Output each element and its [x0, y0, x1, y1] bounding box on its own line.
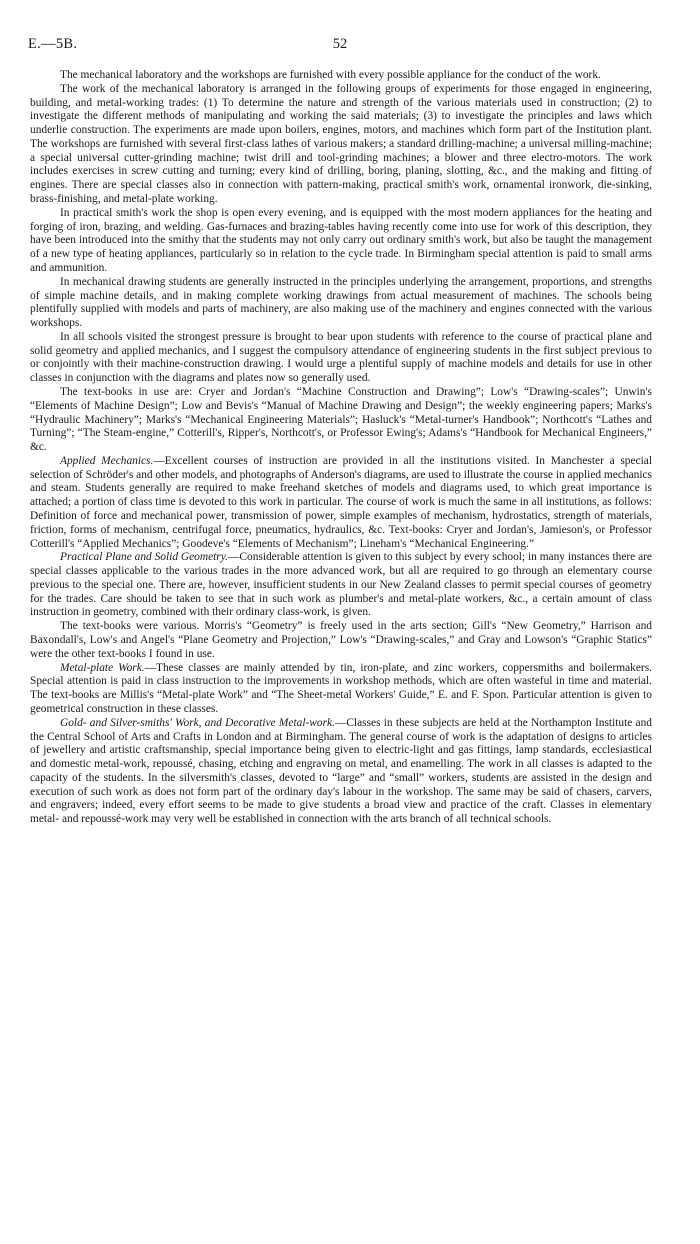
page-number: 52 — [332, 36, 348, 52]
paragraph: Metal-plate Work.—These classes are mainly attended by tin, iron-plate, and zinc workers, coppersmiths and boilermakers. Special attention is paid in class instruction to the improvements in workshop methods, which are often wasteful in time and material. The text-books are Millis's “Metal-plate Work” and “The Sheet-metal Workers' Guide,” E. and F. Spon. Particular attention is given to geometrical construction in these classes. — [30, 661, 653, 715]
paragraph: The text-books were various. Morris's “Geometry” is freely used in the arts section; Gill's “New Geometry,” Harrison and Baxondall's, Low's and Angel's “Plane Geometry and Projection,” Low's “Drawing-scales,” and Gray and Lowson's “Graphic Statics” were the other text-books I found in use. — [30, 620, 652, 660]
body-text — [30, 69, 653, 827]
page-header — [28, 36, 652, 56]
paragraph: In all schools visited the strongest pressure is brought to bear upon students with reference to the course of practical plane and solid geometry and applied mechanics, and I suggest the compulsory attendance of engineering students in the first subject previous to or conjointly with their machine-construction drawing. I would urge a plentiful supply of machine models and details for use in other classes in conjunction with the diagrams and plates now so generally used. — [30, 330, 652, 385]
paragraph: The work of the mechanical laboratory is arranged in the following groups of experiments for those engaged in engineering, building, and metal-working trades: (1) To determine the nature and strength of the various materials used in construction; (2) to investigate the different methods of manipulating and working the said materials; (3) to investigate the principles and laws which underlie construction. The experiments are made upon boilers, engines, motors, and machines which form part of the Institution plant. The workshops are furnished with several first-class lathes of various makers; a standard drilling-machine; a universal milling-machine; a special universal cutter-grinding machine; twist drill and tool-grinding machines; a blower and three electro-motors. The work includes exercises in screw cutting and turning; every kind of drilling, boring, planing, slotting, &c., and the making and fitting of engines. There are special classes also in connection with pattern-making, practical smith's work, ornamental ironwork, die-sinking, brass-finishing, and metal-plate working. — [30, 82, 652, 206]
section-title: Practical Plane and Solid Geometry. — [60, 551, 229, 564]
paragraph: Applied Mechanics.—Excellent courses of instruction are provided in all the institutions visited. In Manchester a special selection of Schröder's and other models, and photographs of Anderson's diagrams, are used to illustrate the course in applied mechanics and steam. Students generally are required to make freehand sketches of models and diagrams used, to which great importance is attached; a portion of class time is devoted to this work in particular. The course of work is much the same in all institutions, as follows: Definition of force and mechanical power, transmission of power, simple examples of mechanism, hydrostatics, strength of materials, friction, forms of mechanism, centrifugal force, pneumatics, hydraulics, &c. Text-books: Cryer and Jordan's, Jamieson's, or Professor Cotterill's “Applied Mechanics”; Goodeve's “Elements of Mechanism”; Lineham's “Mechanical Engineering.” — [30, 454, 652, 550]
section-title: Applied Mechanics. — [60, 454, 154, 467]
paragraph: The mechanical laboratory and the workshops are furnished with every possible appliance for the conduct of the work. — [60, 69, 601, 81]
section-title: Metal-plate Work. — [60, 661, 145, 674]
paragraph: In practical smith's work the shop is open every evening, and is equipped with the most modern appliances for the heating and forging of iron, brazing, and welding. Gas-furnaces and brazing-tables having recently come into use for work of this description, they have been introduced into the smithy that the students may not only carry out ordinary smith's work, but also be taught the management of a new type of heating appliances, particularly so in relation to the cycle trade. In Birmingham special attention is paid to small arms and ammunition. — [30, 206, 652, 274]
paragraph: The text-books in use are: Cryer and Jordan's “Machine Construction and Drawing”; Low's “Drawing-scales”; Unwin's “Elements of Machine Design”; Low and Bevis's “Manual of Machine Drawing and Design”; the weekly engineering papers; Marks's “Hydraulic Machinery”; Marks's “Mechanical Engineering Materials”; Hasluck's “Metal-turner's Handbook”; Northcott's “Lathes and Turning”; “The Steam-engine,” Cotterill's, Ripper's, Northcott's, or Professor Ewing's; Adams's “Handbook for Mechanical Engineers,” &c. — [30, 385, 652, 454]
section-title: Gold- and Silver-smiths' Work, and Decorative Metal-work. — [60, 716, 335, 729]
report-reference: E.—5B. — [28, 36, 78, 52]
paragraph: Gold- and Silver-smiths' Work, and Decorative Metal-work.—Classes in these subjects are held at the Northampton Institute and the Central School of Arts and Crafts in London and at Birmingham. The general course of work is the adaptation of designs to articles of jewellery and artistic craftsmanship, special importance being given to electric-light and gas fittings, lamp standards, ecclesiastical and domestic metal-work, repoussé, chasing, etching and engraving on metal, and enamelling. The work in all classes is adapted to the capacity of the students. In the silversmith's classes, devoted to “large” and “small” workers, students are assisted in the design and execution of such work as does not form part of the ordinary day's labour in the workshop. The same may be said of chasers, carvers, and engravers; indeed, every effort seems to be made to give students a broad view and practice of the craft. Classes in elementary metal- and repoussé-work may very well be established in connection with the arts branch of all technical schools. — [30, 716, 653, 826]
paragraph: Practical Plane and Solid Geometry.—Considerable attention is given to this subject by every school; in many instances there are special classes applicable to the various trades in the more advanced work, but all are required to go through an elementary course previous to the special one. There are, however, insufficient students in our New Zealand classes to permit special courses of geometry for the trades. Care should be taken to see that in such work as plumber's and metal-plate workers, &c., a certain amount of class instruction in geometry, combined with their ordinary class-work, is given. — [30, 551, 652, 619]
paragraph: In mechanical drawing students are generally instructed in the principles underlying the arrangement, proportions, and strengths of simple machine details, and in making complete working drawings from actual measurement of machines. The schools being plentifully supplied with models and parts of machinery, are also making use of the machinery and engines connected with the various workshops. — [30, 275, 652, 330]
